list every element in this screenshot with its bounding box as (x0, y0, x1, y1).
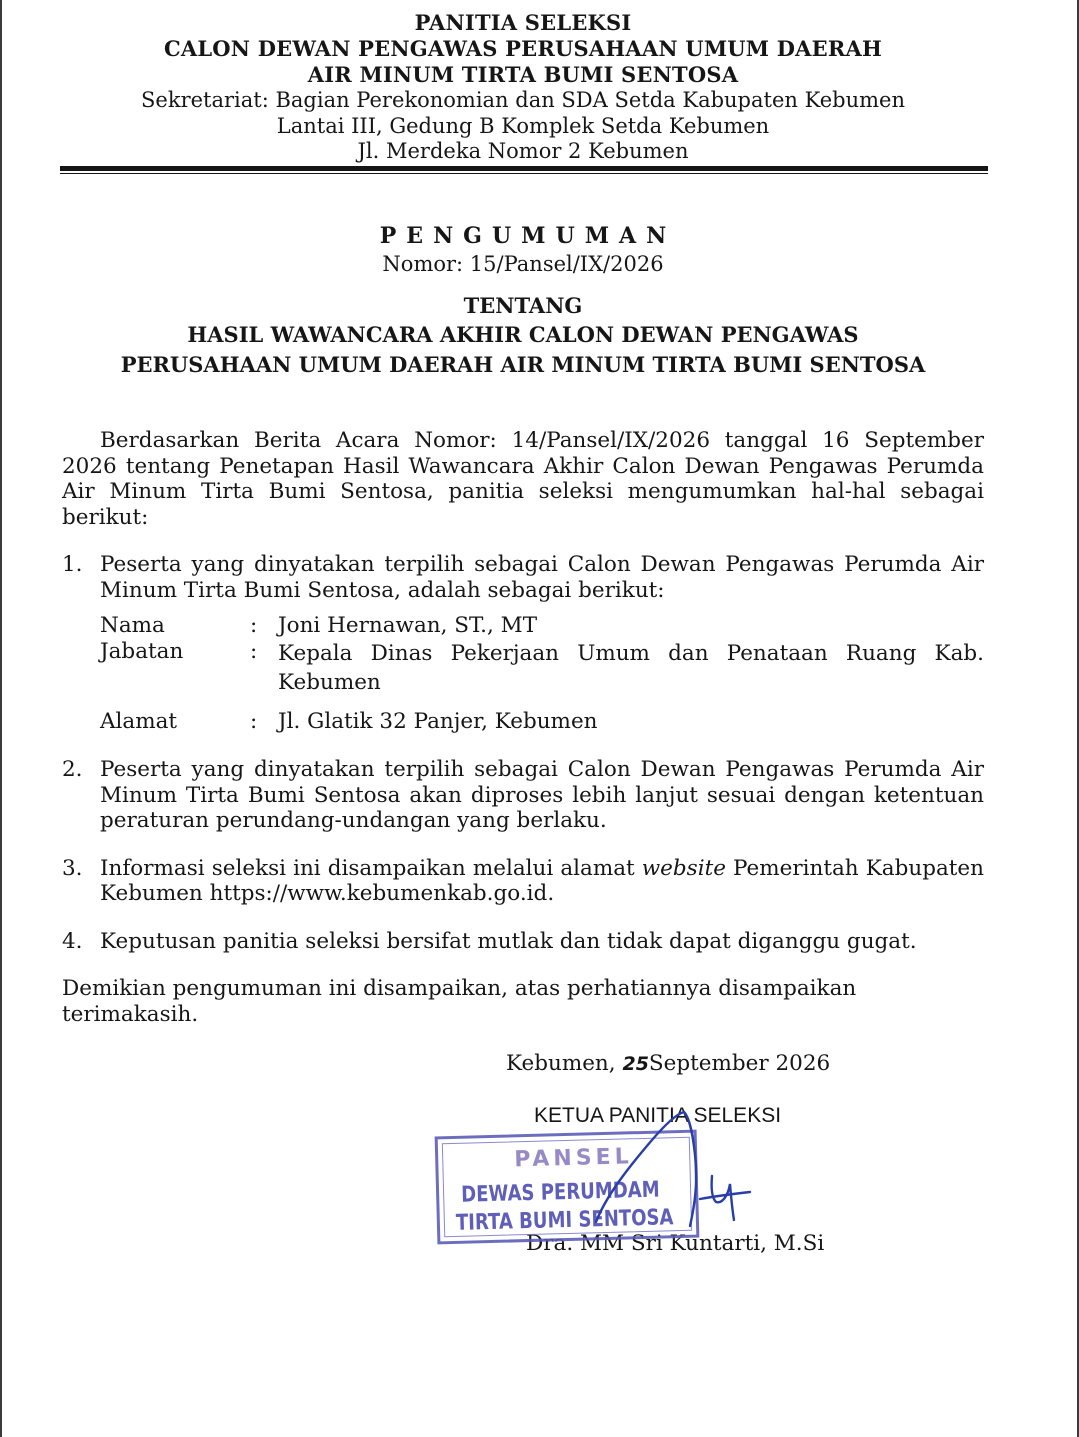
letterhead-divider-thin (60, 173, 988, 174)
closing-paragraph: Demikian pengumuman ini disampaikan, atas perhatiannya disampaikan terimakasih. (62, 976, 857, 1027)
announcement-title (60, 222, 986, 380)
signature-day-handwritten: 25 (622, 1053, 649, 1075)
intro-paragraph: Berdasarkan Berita Acara Nomor: 14/Pansel/IX/2026 tanggal 16 September 2026 tentang Penetapan Hasil Wawancara Akhir Calon Dewan Pengawas Perumda Air Minum Tirta Bumi Sentosa, panitia seleksi mengumumkan hal-hal sebagai berikut: (62, 428, 984, 530)
detail-row-jabatan (100, 639, 984, 697)
announcement-number: Nomor: 15/Pansel/IX/2026 (382, 252, 664, 276)
detail-colon: : (250, 709, 258, 734)
detail-label: Nama (100, 613, 165, 638)
stamp-line-1: PANSEL (513, 1144, 633, 1173)
list-item-text (100, 856, 984, 907)
letterhead-line-2: CALON DEWAN PENGAWAS PERUSAHAAN UMUM DAERAH (163, 36, 883, 61)
letterhead-address-3: Jl. Merdeka Nomor 2 Kebumen (357, 139, 689, 163)
list-item-text: Keputusan panitia seleksi bersifat mutlak dan tidak dapat diganggu gugat. (100, 928, 917, 954)
list-item (62, 929, 984, 955)
signatory-name: Dra. MM Sri Kuntarti, M.Si (526, 1231, 825, 1256)
list-item (62, 757, 984, 834)
detail-value: Joni Hernawan, ST., MT (278, 613, 538, 638)
announcement-subject-2: PERUSAHAAN UMUM DAERAH AIR MINUM TIRTA BUMI SENTOSA (120, 352, 926, 377)
signature-place: Kebumen, (506, 1051, 616, 1076)
letterhead-line-3: AIR MINUM TIRTA BUMI SENTOSA (307, 62, 739, 87)
stamp-line-2: DEWAS PERUMDAM (460, 1177, 660, 1208)
list-item-number: 3. (62, 855, 83, 881)
signature-stroke-initial (712, 1176, 734, 1220)
list-item-number: 2. (62, 757, 83, 782)
signature-month-year: September 2026 (648, 1051, 831, 1076)
list-item-text-italic: website (641, 855, 726, 881)
list-item-text-before: Informasi seleksi ini disampaikan melalui alamat (100, 855, 642, 881)
list-item-number: 4. (62, 928, 83, 954)
announcement-body (62, 428, 984, 1027)
detail-row-alamat (100, 709, 984, 735)
detail-value: Kepala Dinas Pekerjaan Umum dan Penataan Ruang Kab. Kebumen (278, 641, 984, 695)
detail-label: Alamat (100, 709, 178, 734)
letterhead-address-2: Lantai III, Gedung B Komplek Setda Kebumen (276, 113, 770, 138)
detail-value: Jl. Glatik 32 Panjer, Kebumen (278, 709, 598, 734)
signature-date (506, 1050, 830, 1078)
candidate-details (100, 613, 984, 735)
official-stamp (435, 1130, 700, 1245)
list-item-text: Peserta yang dinyatakan terpilih sebagai Calon Dewan Pengawas Perumda Air Minum Tirta Bumi Sentosa akan diproses lebih lanjut sesuai dengan ketentuan peraturan perundang-undangan yang berlaku. (100, 757, 984, 833)
announcement-subject-1: HASIL WAWANCARA AKHIR CALON DEWAN PENGAWAS (187, 322, 859, 347)
announcement-heading: PENGUMUMAN (379, 223, 677, 249)
letterhead-divider-thick (60, 166, 988, 171)
list-item (62, 552, 984, 735)
stamp-line-3: TIRTA BUMI SENTOSA (455, 1205, 674, 1236)
list-item (62, 856, 984, 907)
page-left-edge (0, 0, 2, 1437)
letterhead-line-1: PANITIA SELEKSI (414, 10, 632, 35)
detail-row-nama (100, 613, 984, 639)
signature-role: KETUA PANITIA SELEKSI (534, 1104, 782, 1127)
list-item-text: Peserta yang dinyatakan terpilih sebagai Calon Dewan Pengawas Perumda Air Minum Tirta Bumi Sentosa, adalah sebagai berikut: (100, 552, 984, 603)
detail-colon: : (250, 639, 258, 664)
list-item-text-after: Pemerintah Kabupaten Kebumen https://www.kebumenkab.go.id. (100, 855, 985, 906)
signature-stroke-flourish (700, 1192, 750, 1199)
announcement-tentang: TENTANG (463, 293, 583, 318)
letterhead (60, 10, 986, 165)
detail-colon: : (250, 613, 258, 638)
announcement-list (62, 552, 984, 954)
list-item-number: 1. (62, 552, 83, 577)
detail-label: Jabatan (100, 639, 184, 664)
letterhead-address-1: Sekretariat: Bagian Perekonomian dan SDA Setda Kabupaten Kebumen (141, 88, 905, 112)
